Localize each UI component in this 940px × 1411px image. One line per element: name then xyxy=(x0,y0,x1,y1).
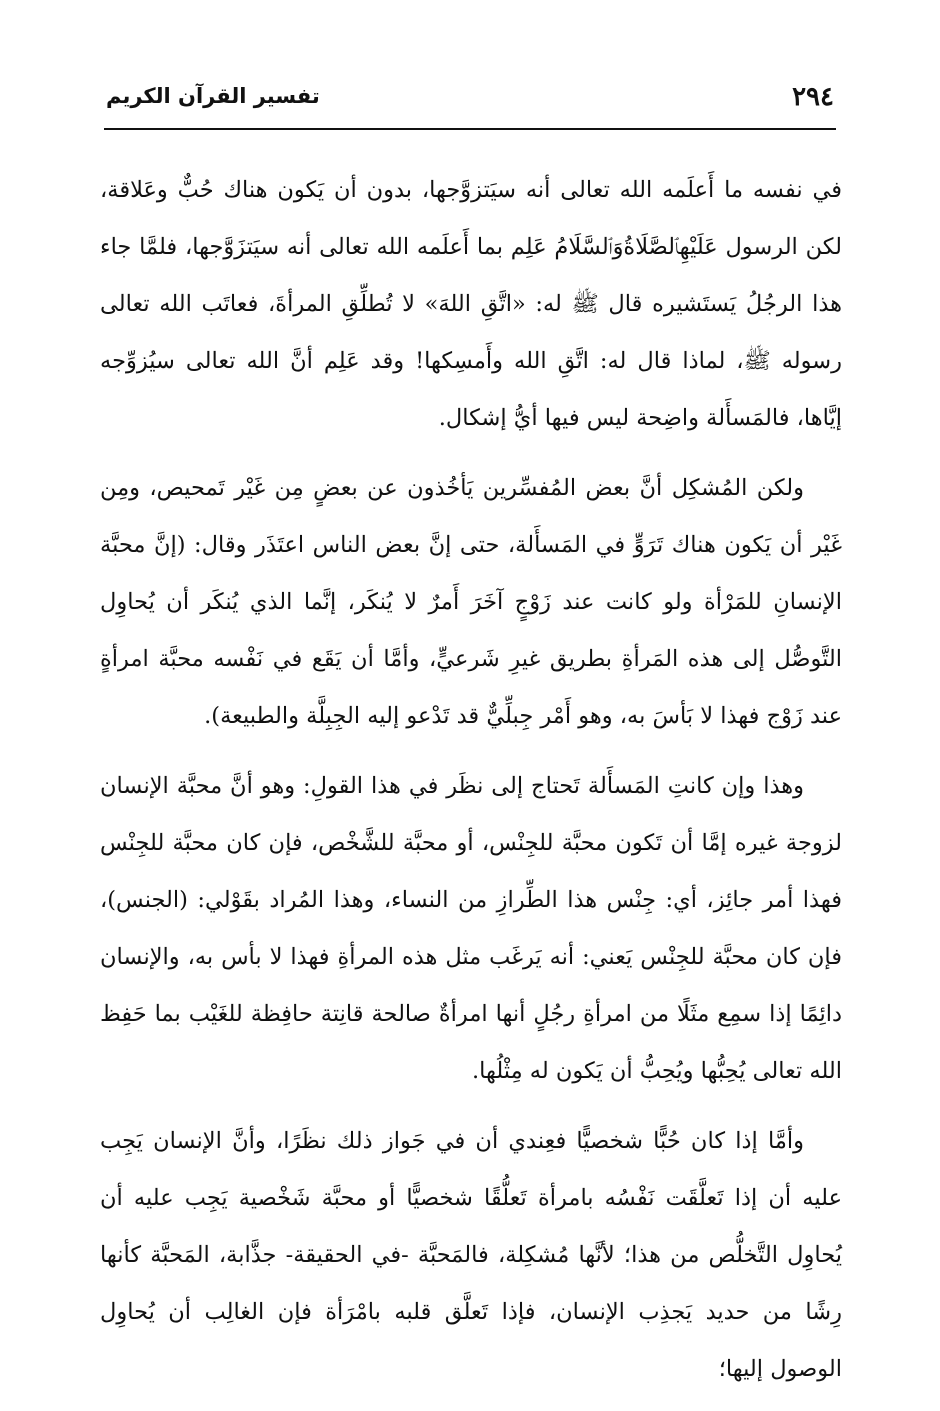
header-divider xyxy=(104,128,836,130)
paragraph: ولكن المُشكِل أنَّ بعض المُفسِّرين يَأخُذون عن بعضٍ مِن غَيْر تَمحيص، ومِن غَيْر أن يَكون هناك تَرَوٍّ في المَسأَلة، حتى إنَّ بعض الناس اعتَذَر وقال: (إنَّ محبَّة الإنسانِ للمَرْأة ولو كانت عند زَوْجٍ آخَرَ أَمرٌ لا يُنكَر، إنَّما الذي يُنكَر أن يُحاوِل التَّوصُّل إلى هذه المَرأةِ بطريق غيرِ شَرعيٍّ، وأمَّا أن يَقَع في نَفْسه محبَّة امرأةٍ عند زَوْج فهذا لا بَأسَ به، وهو أَمْر جِبلِّيٌّ قد تَدْعو إليه الجِبِلَّة والطبيعة). xyxy=(100,475,842,729)
page-header xyxy=(106,78,834,128)
paragraph: وأمَّا إذا كان حُبًّا شخصيًّا فعِندي أن في جَواز ذلك نظَرًا، وأنَّ الإنسان يَجِب عليه أن إذا تَعلَّقَت نَفْسُه بامرأة تَعلُّقًا شخصيًّا أو محبَّة شَخْصية يَجِب عليه أن يُحاوِل التَّخلُّص من هذا؛ لأنَّها مُشكِلة، فالمَحبَّة -في الحقيقة- جذَّابة، المَحبَّة كأنها رِشًا من حديد يَجذِب الإنسان، فإذا تَعلَّق قلبه بامْرَأة فإن الغالِب أن يُحاوِل الوصول إليها؛ xyxy=(100,1128,842,1382)
body-text xyxy=(100,162,842,1411)
paragraph: وهذا وإن كانتِ المَسأَلة تَحتاج إلى نظَر في هذا القولِ: وهو أنَّ محبَّة الإنسان لزوجة غيره إمَّا أن تَكون محبَّة للجِنْس، أو محبَّة للشَّخْص، فإن كان محبَّة للجِنْس فهذا أمر جائِز، أي: جِنْس هذا الطِّرازِ من النساء، وهذا المُراد بقَوْلي: (الجنس)، فإن كان محبَّة للجِنْس يَعني: أنه يَرغَب مثل هذه المرأةِ فهذا لا بأس به، والإنسان دائِمًا إذا سمِع مثَلًا من امرأةِ رجُلٍ أنها امرأةٌ صالحة قانِتة حافِظة للغَيْب بما حَفِظ الله تعالى يُحِبُّها ويُحِبُّ أن يَكون له مِثْلُها. xyxy=(100,773,842,1084)
running-title: تفسير القرآن الكريم xyxy=(106,84,320,108)
page-number: ٢٩٤ xyxy=(792,82,834,112)
paragraph: في نفسه ما أَعلَمه الله تعالى أنه سيَتزوَّجها، بدون أن يَكون هناك حُبٌّ وعَلاقة، لكن الرسول عَلَيْهِٱلصَّلَاةُوَٱلسَّلَامُ عَلِم بما أَعلَمه الله تعالى أنه سيَتزَوَّجها، فلمَّا جاء هذا الرجُلُ يَستَشيره قال ﷺ له: «اتَّقِ اللهَ» لا تُطلِّقِ المرأةَ، فعاتَب الله تعالى رسوله ﷺ، لماذا قال له: اتَّقِ الله وأَمسِكها! وقد عَلِم أنَّ الله تعالى سيُزوِّجه إيَّاها، فالمَسأَلة واضِحة ليس فيها أيُّ إشكال. xyxy=(100,177,842,431)
